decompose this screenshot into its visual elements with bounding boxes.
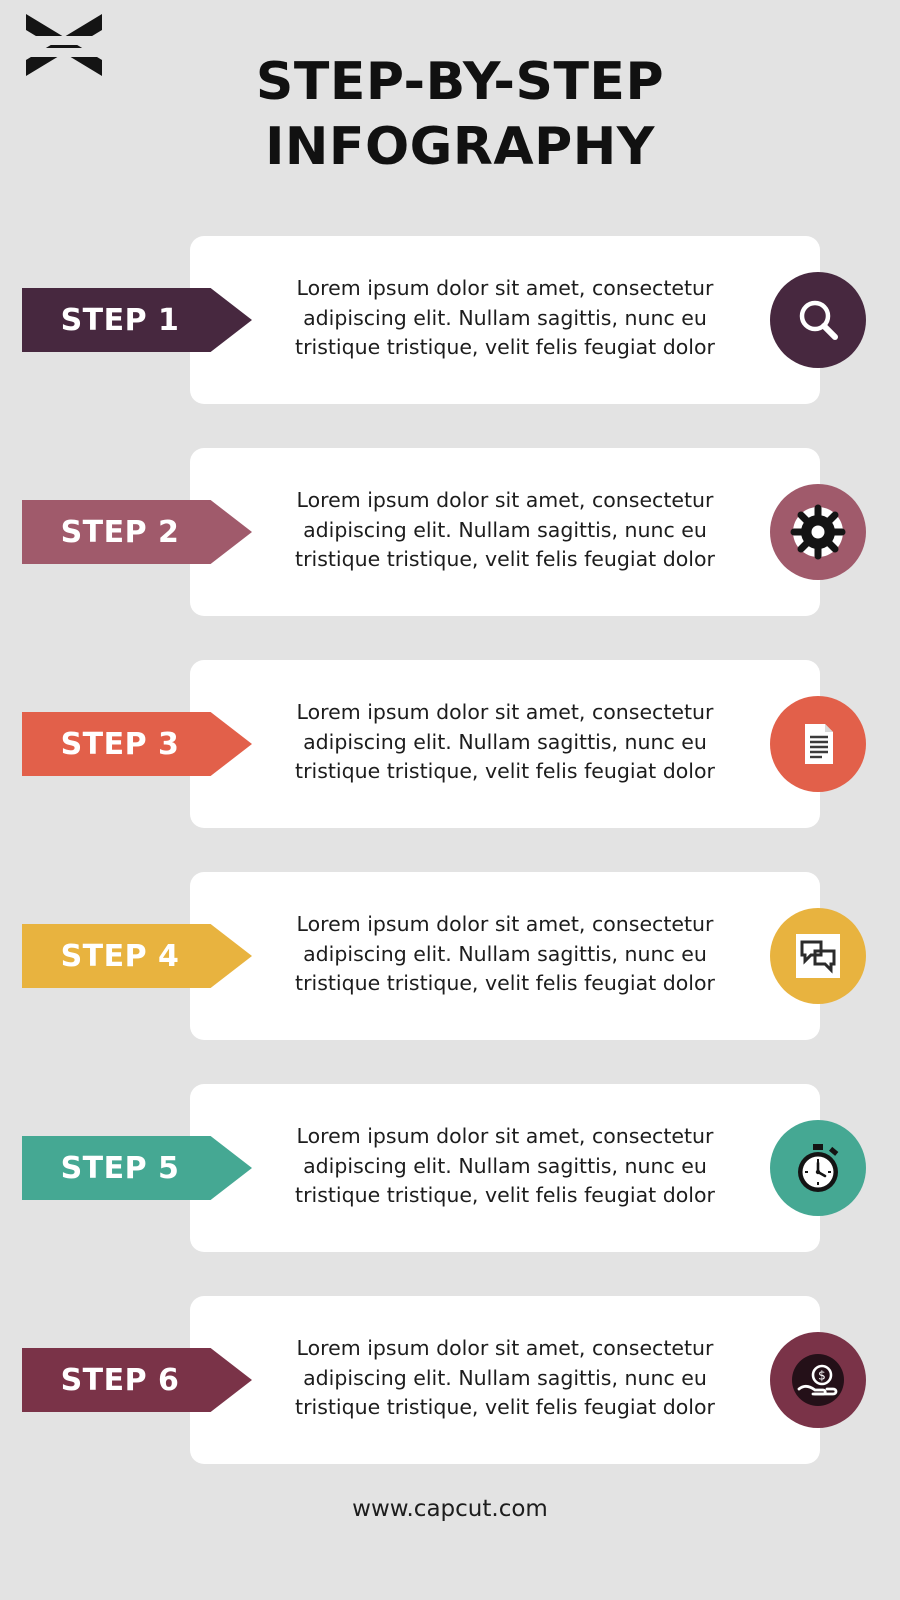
step-card bbox=[190, 1084, 820, 1252]
steps-list bbox=[0, 230, 900, 1502]
step-icon-badge bbox=[770, 272, 866, 368]
step-label: STEP 3 bbox=[60, 726, 180, 762]
step-card bbox=[190, 236, 820, 404]
document-icon bbox=[791, 717, 845, 771]
step-card bbox=[190, 1296, 820, 1464]
step-banner[interactable] bbox=[22, 712, 252, 776]
footer-url: www.capcut.com bbox=[352, 1496, 548, 1522]
step-label: STEP 1 bbox=[60, 302, 180, 338]
step-banner[interactable] bbox=[22, 1136, 252, 1200]
step-description: Lorem ipsum dolor sit amet, consectetur adipiscing elit. Nullam sagittis, nunc eu tristique tristique, velit felis feugiat dolor bbox=[295, 276, 715, 360]
svg-text:$: $ bbox=[818, 1368, 826, 1383]
step-banner[interactable] bbox=[22, 288, 252, 352]
step-label: STEP 2 bbox=[60, 514, 180, 550]
step-row bbox=[0, 654, 900, 866]
step-row bbox=[0, 230, 900, 442]
step-icon-badge bbox=[770, 908, 866, 1004]
step-card bbox=[190, 872, 820, 1040]
page-title bbox=[140, 50, 780, 180]
step-banner[interactable] bbox=[22, 924, 252, 988]
step-card bbox=[190, 660, 820, 828]
stopwatch-icon bbox=[789, 1139, 847, 1197]
step-icon-badge bbox=[770, 696, 866, 792]
step-banner[interactable] bbox=[22, 1348, 252, 1412]
header bbox=[0, 0, 900, 230]
chat-bubbles-icon bbox=[789, 927, 847, 985]
step-description: Lorem ipsum dolor sit amet, consectetur adipiscing elit. Nullam sagittis, nunc eu tristique tristique, velit felis feugiat dolor bbox=[295, 912, 715, 996]
step-description: Lorem ipsum dolor sit amet, consectetur adipiscing elit. Nullam sagittis, nunc eu tristique tristique, velit felis feugiat dolor bbox=[295, 700, 715, 784]
capcut-logo bbox=[18, 8, 114, 88]
magnifier-icon bbox=[790, 292, 846, 348]
step-row bbox=[0, 442, 900, 654]
step-label: STEP 6 bbox=[60, 1362, 180, 1398]
hand-money-icon bbox=[789, 1351, 847, 1409]
step-banner[interactable] bbox=[22, 500, 252, 564]
step-row bbox=[0, 1290, 900, 1502]
title-line-2: INFOGRAPHY bbox=[265, 117, 655, 177]
step-row bbox=[0, 1078, 900, 1290]
step-icon-badge bbox=[770, 1332, 866, 1428]
step-row bbox=[0, 866, 900, 1078]
step-description: Lorem ipsum dolor sit amet, consectetur adipiscing elit. Nullam sagittis, nunc eu tristique tristique, velit felis feugiat dolor bbox=[295, 488, 715, 572]
step-icon-badge bbox=[770, 1120, 866, 1216]
step-icon-badge bbox=[770, 484, 866, 580]
title-line-1: STEP-BY-STEP bbox=[255, 52, 665, 112]
step-card bbox=[190, 448, 820, 616]
step-label: STEP 5 bbox=[60, 1150, 180, 1186]
step-description: Lorem ipsum dolor sit amet, consectetur adipiscing elit. Nullam sagittis, nunc eu tristique tristique, velit felis feugiat dolor bbox=[295, 1124, 715, 1208]
step-description: Lorem ipsum dolor sit amet, consectetur adipiscing elit. Nullam sagittis, nunc eu tristique tristique, velit felis feugiat dolor bbox=[295, 1336, 715, 1420]
gear-icon bbox=[789, 503, 847, 561]
step-label: STEP 4 bbox=[60, 938, 180, 974]
